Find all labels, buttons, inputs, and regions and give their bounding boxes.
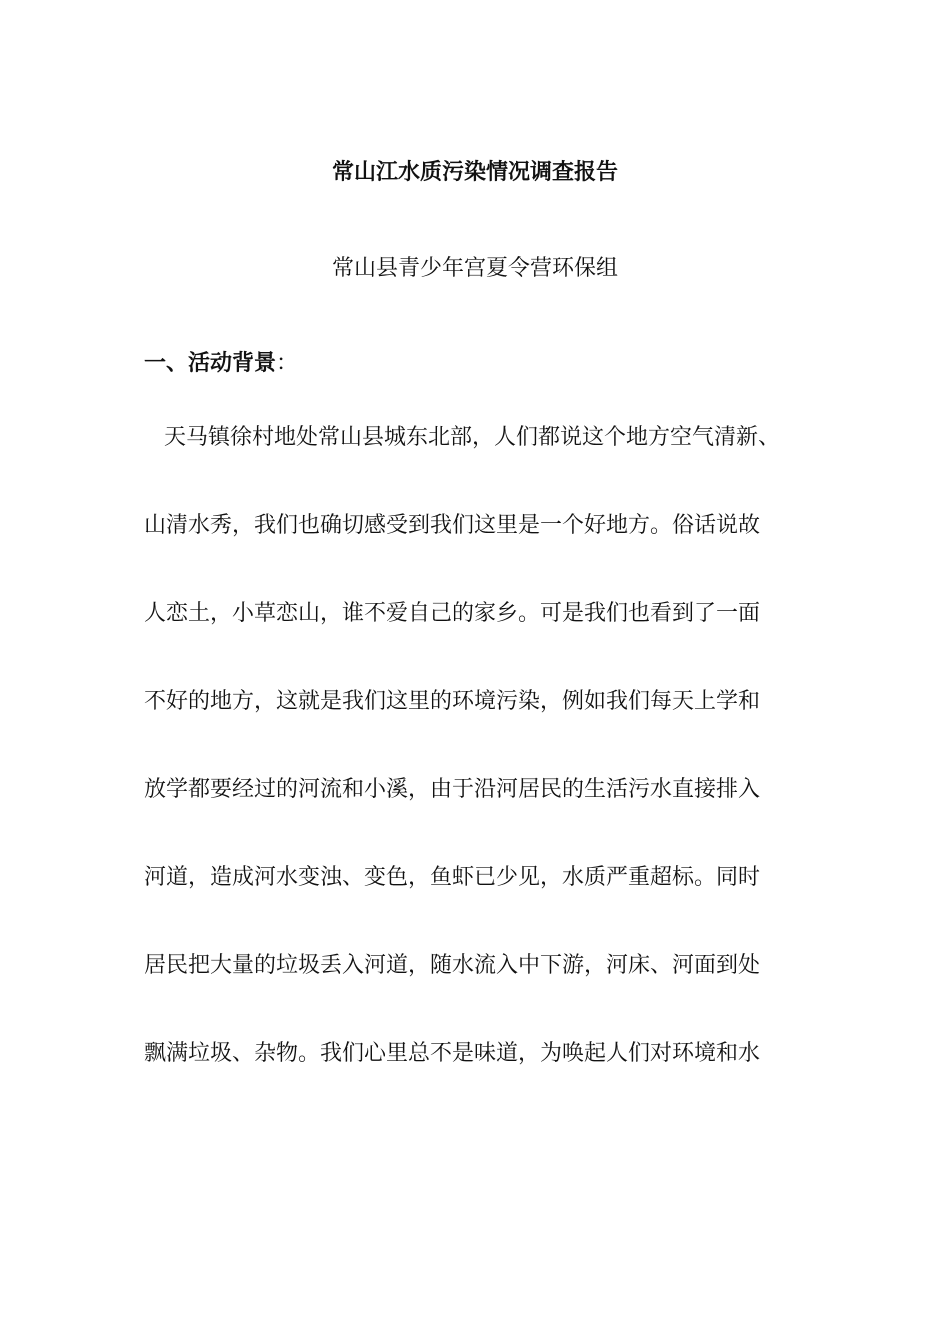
section-body <box>144 420 824 1124</box>
body-line: 放学都要经过的河流和小溪，由于沿河居民的生活污水直接排入 <box>144 777 761 802</box>
body-line: 天马镇徐村地处常山县城东北部，人们都说这个地方空气清新、 <box>164 425 781 450</box>
body-line: 山清水秀，我们也确切感受到我们这里是一个好地方。俗话说故 <box>144 513 761 538</box>
body-line: 不好的地方，这就是我们这里的环境污染，例如我们每天上学和 <box>144 689 761 714</box>
section-heading-background <box>144 346 298 382</box>
section-heading-colon: ： <box>276 351 299 376</box>
body-line: 居民把大量的垃圾丢入河道，随水流入中下游，河床、河面到处 <box>144 953 761 978</box>
body-line: 河道，造成河水变浊、变色，鱼虾已少见，水质严重超标。同时 <box>144 865 761 890</box>
body-line: 人恋土，小草恋山，谁不爱自己的家乡。可是我们也看到了一面 <box>144 601 761 626</box>
document-subtitle: 常山县青少年宫夏令营环保组 <box>331 256 618 281</box>
body-line: 飘满垃圾、杂物。我们心里总不是味道，为唤起人们对环境和水 <box>144 1041 761 1066</box>
document-title: 常山江水质污染情况调查报告 <box>331 160 618 185</box>
section-heading-text: 一、活动背景 <box>144 351 277 376</box>
